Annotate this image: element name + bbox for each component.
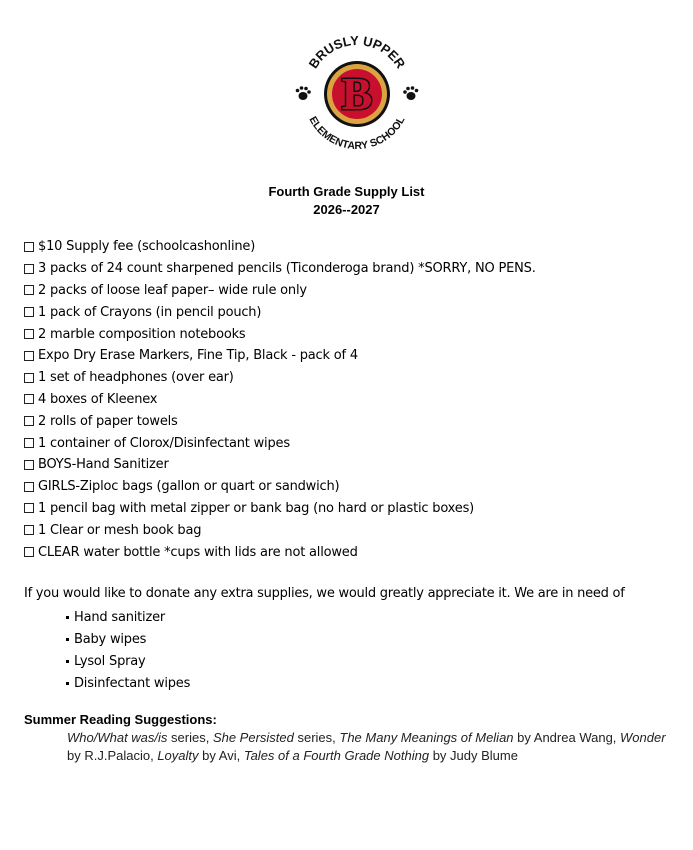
donation-label: Disinfectant wipes: [74, 675, 191, 691]
checkbox[interactable]: [24, 525, 34, 535]
supply-label: 1 set of headphones (over ear): [38, 370, 234, 386]
donation-item: [64, 628, 190, 650]
supply-item[interactable]: [24, 301, 536, 323]
donation-label: Baby wipes: [74, 631, 147, 647]
checkbox[interactable]: [24, 242, 34, 252]
school-year: 2026--2027: [313, 202, 380, 217]
supply-label: 2 rolls of paper towels: [38, 413, 178, 429]
supply-item[interactable]: [24, 389, 536, 411]
bullet-icon: [66, 682, 69, 685]
supply-label: GIRLS-Ziploc bags (gallon or quart or sandwich): [38, 479, 340, 495]
checkbox[interactable]: [24, 503, 34, 513]
checkbox[interactable]: [24, 394, 34, 404]
donation-item: [64, 650, 190, 672]
donation-label: Lysol Spray: [74, 653, 146, 669]
checkbox[interactable]: [24, 285, 34, 295]
checkbox[interactable]: [24, 329, 34, 339]
supply-item[interactable]: [24, 432, 536, 454]
book-series: Who/What was/is: [67, 730, 168, 745]
supply-item[interactable]: [24, 258, 536, 280]
supply-label: CLEAR water bottle *cups with lids are not allowed: [38, 544, 358, 560]
reading-text: by Avi,: [198, 748, 244, 763]
checkbox[interactable]: [24, 438, 34, 448]
supply-item[interactable]: [24, 410, 536, 432]
supply-item[interactable]: [24, 454, 536, 476]
supply-item[interactable]: [24, 498, 536, 520]
supply-label: 1 Clear or mesh book bag: [38, 522, 202, 538]
bullet-icon: [66, 638, 69, 641]
checkbox[interactable]: [24, 460, 34, 470]
supply-list: [24, 236, 536, 563]
logo-bottom-text: ELEMENTARY SCHOOL: [306, 114, 408, 153]
checkbox[interactable]: [24, 264, 34, 274]
book-series: She Persisted: [212, 730, 294, 745]
book-title: The Many Meanings of Melian: [339, 730, 514, 745]
supply-label: 3 packs of 24 count sharpened pencils (Ticonderoga brand) *SORRY, NO PENS.: [38, 261, 536, 277]
supply-label: 2 marble composition notebooks: [38, 326, 246, 342]
book-title: Wonder: [620, 730, 666, 745]
checkbox[interactable]: [24, 351, 34, 361]
book-title: Loyalty: [157, 748, 199, 763]
supply-item[interactable]: [24, 367, 536, 389]
reading-text: by R.J.Palacio,: [67, 748, 158, 763]
supply-label: Expo Dry Erase Markers, Fine Tip, Black - pack of 4: [38, 348, 358, 364]
donation-label: Hand sanitizer: [74, 609, 166, 625]
donation-item: [64, 606, 190, 628]
supply-label: 1 container of Clorox/Disinfectant wipes: [38, 435, 290, 451]
supply-label: BOYS-Hand Sanitizer: [38, 457, 169, 473]
reading-text: series,: [293, 730, 340, 745]
logo-top-text: BRUSLY UPPER: [305, 32, 409, 72]
checkbox[interactable]: [24, 547, 34, 557]
reading-text: series,: [167, 730, 213, 745]
book-title: Tales of a Fourth Grade Nothing: [243, 748, 430, 763]
supply-label: 2 packs of loose leaf paper– wide rule only: [38, 282, 307, 298]
checkbox[interactable]: [24, 482, 34, 492]
reading-text: by Judy Blume: [429, 748, 518, 763]
paw-right-icon: [403, 86, 418, 100]
donation-list: [64, 606, 190, 694]
reading-suggestions: [67, 729, 667, 765]
supply-label: 1 pencil bag with metal zipper or bank bag (no hard or plastic boxes): [38, 500, 475, 516]
supply-item[interactable]: [24, 476, 536, 498]
supply-item[interactable]: [24, 519, 536, 541]
supply-label: 1 pack of Crayons (in pencil pouch): [38, 304, 262, 320]
bullet-icon: [66, 616, 69, 619]
paw-left-icon: [296, 86, 311, 100]
school-logo: [292, 24, 422, 159]
checkbox[interactable]: [24, 307, 34, 317]
supply-item[interactable]: [24, 280, 536, 302]
checkbox[interactable]: [24, 373, 34, 383]
bullet-icon: [66, 660, 69, 663]
donation-item: [64, 672, 190, 694]
supply-item[interactable]: [24, 541, 536, 563]
donation-intro: If you would like to donate any extra supplies, we would greatly appreciate it. We are in need of: [24, 586, 625, 601]
supply-item[interactable]: [24, 323, 536, 345]
reading-heading: Summer Reading Suggestions:: [24, 712, 217, 727]
logo-letter: B: [341, 68, 373, 119]
checkbox[interactable]: [24, 416, 34, 426]
supply-item[interactable]: [24, 236, 536, 258]
page-title: Fourth Grade Supply List: [268, 184, 425, 199]
supply-label: $10 Supply fee (schoolcashonline): [38, 239, 256, 255]
supply-item[interactable]: [24, 345, 536, 367]
supply-label: 4 boxes of Kleenex: [38, 391, 158, 407]
reading-text: by Andrea Wang,: [513, 730, 621, 745]
